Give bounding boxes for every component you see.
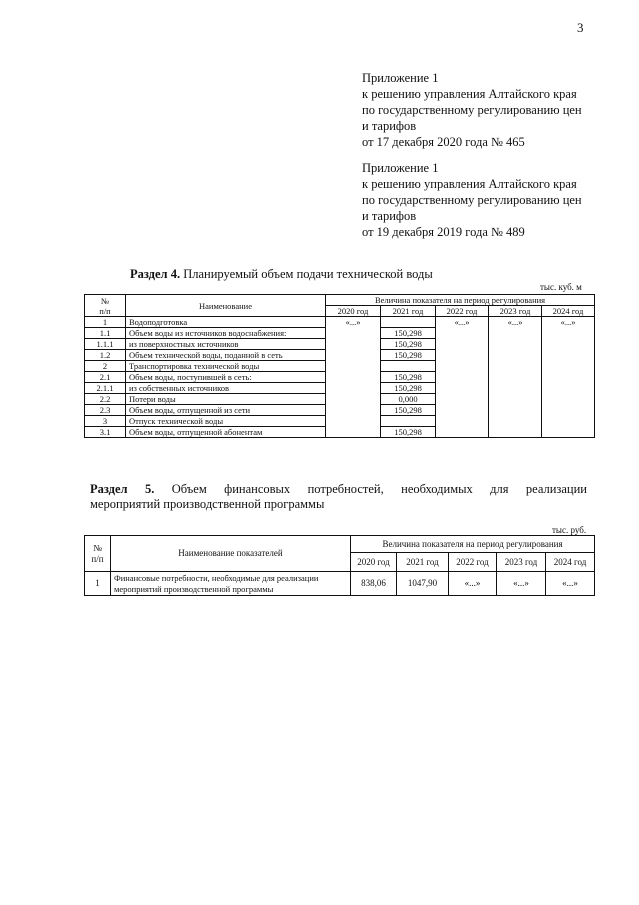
appendix-current (362, 70, 582, 150)
header-year: 2020 год (351, 553, 397, 572)
row-name: Объем технической воды, поданной в сеть (126, 350, 326, 361)
section5-title-line1 (90, 482, 587, 497)
section4-title-text: Планируемый объем подачи технической воды (183, 267, 433, 281)
row-name: Объем воды, отпущенной из сети (126, 405, 326, 416)
row-name: Транспортировка технической воды (126, 361, 326, 372)
header-year: 2021 год (381, 306, 436, 317)
section5-title-text: Объем финансовых потребностей, необходимых для реализации (171, 482, 587, 496)
cell-2021: 150,298 (381, 339, 436, 350)
header-num (85, 295, 126, 317)
appendix-line: Приложение 1 (362, 161, 439, 175)
header-year: 2021 год (397, 553, 449, 572)
cell-2021 (381, 416, 436, 427)
appendix-line: от 17 декабря 2020 года № 465 (362, 135, 525, 149)
header-year: 2024 год (542, 306, 595, 317)
row-num: 3.1 (85, 427, 126, 438)
section4-label: Раздел 4. (130, 267, 181, 281)
cell-2021: 150,298 (381, 427, 436, 438)
header-name: Наименование показателей (111, 536, 351, 572)
appendix-line: к решению управления Алтайского края (362, 87, 577, 101)
cell-2021 (381, 361, 436, 372)
cell-2021 (381, 317, 436, 328)
appendix-line: Приложение 1 (362, 71, 439, 85)
section4-unit: тыс. куб. м (540, 282, 582, 292)
row-name: Объем воды, отпущенной абонентам (126, 427, 326, 438)
row-num: 1.1 (85, 328, 126, 339)
section5-label: Раздел 5. (90, 482, 155, 496)
row-num: 3 (85, 416, 126, 427)
header-num-line1: № (93, 542, 102, 553)
section4-title (130, 267, 433, 282)
cell-2024: «...» (546, 572, 595, 596)
row-name: Финансовые потребности, необходимые для реализации мероприятий производственной программы (111, 572, 351, 596)
row-name: Объем воды из источников водоснабжения: (126, 328, 326, 339)
row-num: 1 (85, 572, 111, 596)
table-row (85, 572, 595, 596)
row-num: 2 (85, 361, 126, 372)
header-year: 2024 год (546, 553, 595, 572)
header-period: Величина показателя на период регулирования (326, 295, 595, 306)
header-num (85, 536, 111, 572)
appendix-line: от 19 декабря 2019 года № 489 (362, 225, 525, 239)
row-name: из собственных источников (126, 383, 326, 394)
section5-table (84, 535, 595, 596)
header-year: 2022 год (449, 553, 497, 572)
header-num-line2: п/п (99, 305, 111, 316)
appendix-line: к решению управления Алтайского края (362, 177, 577, 191)
cell-2024: «...» (542, 317, 595, 438)
cell-2021: 150,298 (381, 372, 436, 383)
cell-2021: 150,298 (381, 350, 436, 361)
appendix-previous (362, 160, 582, 240)
header-period: Величина показателя на период регулирования (351, 536, 595, 553)
cell-2021: 150,298 (381, 328, 436, 339)
cell-2021: 1047,90 (397, 572, 449, 596)
cell-2022: «...» (449, 572, 497, 596)
appendix-line: по государственному регулированию цен (362, 193, 582, 207)
row-num: 2.3 (85, 405, 126, 416)
header-year: 2022 год (436, 306, 489, 317)
row-num: 1 (85, 317, 126, 328)
row-num: 1.2 (85, 350, 126, 361)
section5-unit: тыс. руб. (552, 525, 587, 535)
header-name: Наименование (126, 295, 326, 317)
cell-2023: «...» (497, 572, 546, 596)
row-name: Потери воды (126, 394, 326, 405)
cell-2020: «...» (326, 317, 381, 438)
row-name: Водоподготовка (126, 317, 326, 328)
header-year: 2023 год (489, 306, 542, 317)
row-num: 1.1.1 (85, 339, 126, 350)
appendix-line: и тарифов (362, 209, 417, 223)
cell-2021: 150,298 (381, 383, 436, 394)
row-num: 2.1 (85, 372, 126, 383)
appendix-line: и тарифов (362, 119, 417, 133)
header-num-line1: № (100, 295, 110, 306)
appendix-line: по государственному регулированию цен (362, 103, 582, 117)
section5-title (90, 482, 587, 512)
row-num: 2.2 (85, 394, 126, 405)
cell-2021: 0,000 (381, 394, 436, 405)
table-row (85, 317, 595, 328)
section5-title-line2: мероприятий производственной программы (90, 497, 325, 511)
page-number: 3 (577, 20, 584, 35)
header-year: 2020 год (326, 306, 381, 317)
row-name: из поверхностных источников (126, 339, 326, 350)
cell-2020: 838,06 (351, 572, 397, 596)
header-num-line2: п/п (91, 553, 104, 564)
cell-2022: «...» (436, 317, 489, 438)
cell-2021: 150,298 (381, 405, 436, 416)
row-name: Отпуск технической воды (126, 416, 326, 427)
header-year: 2023 год (497, 553, 546, 572)
row-name: Объем воды, поступившей в сеть: (126, 372, 326, 383)
section4-table (84, 294, 595, 438)
cell-2023: «...» (489, 317, 542, 438)
row-num: 2.1.1 (85, 383, 126, 394)
